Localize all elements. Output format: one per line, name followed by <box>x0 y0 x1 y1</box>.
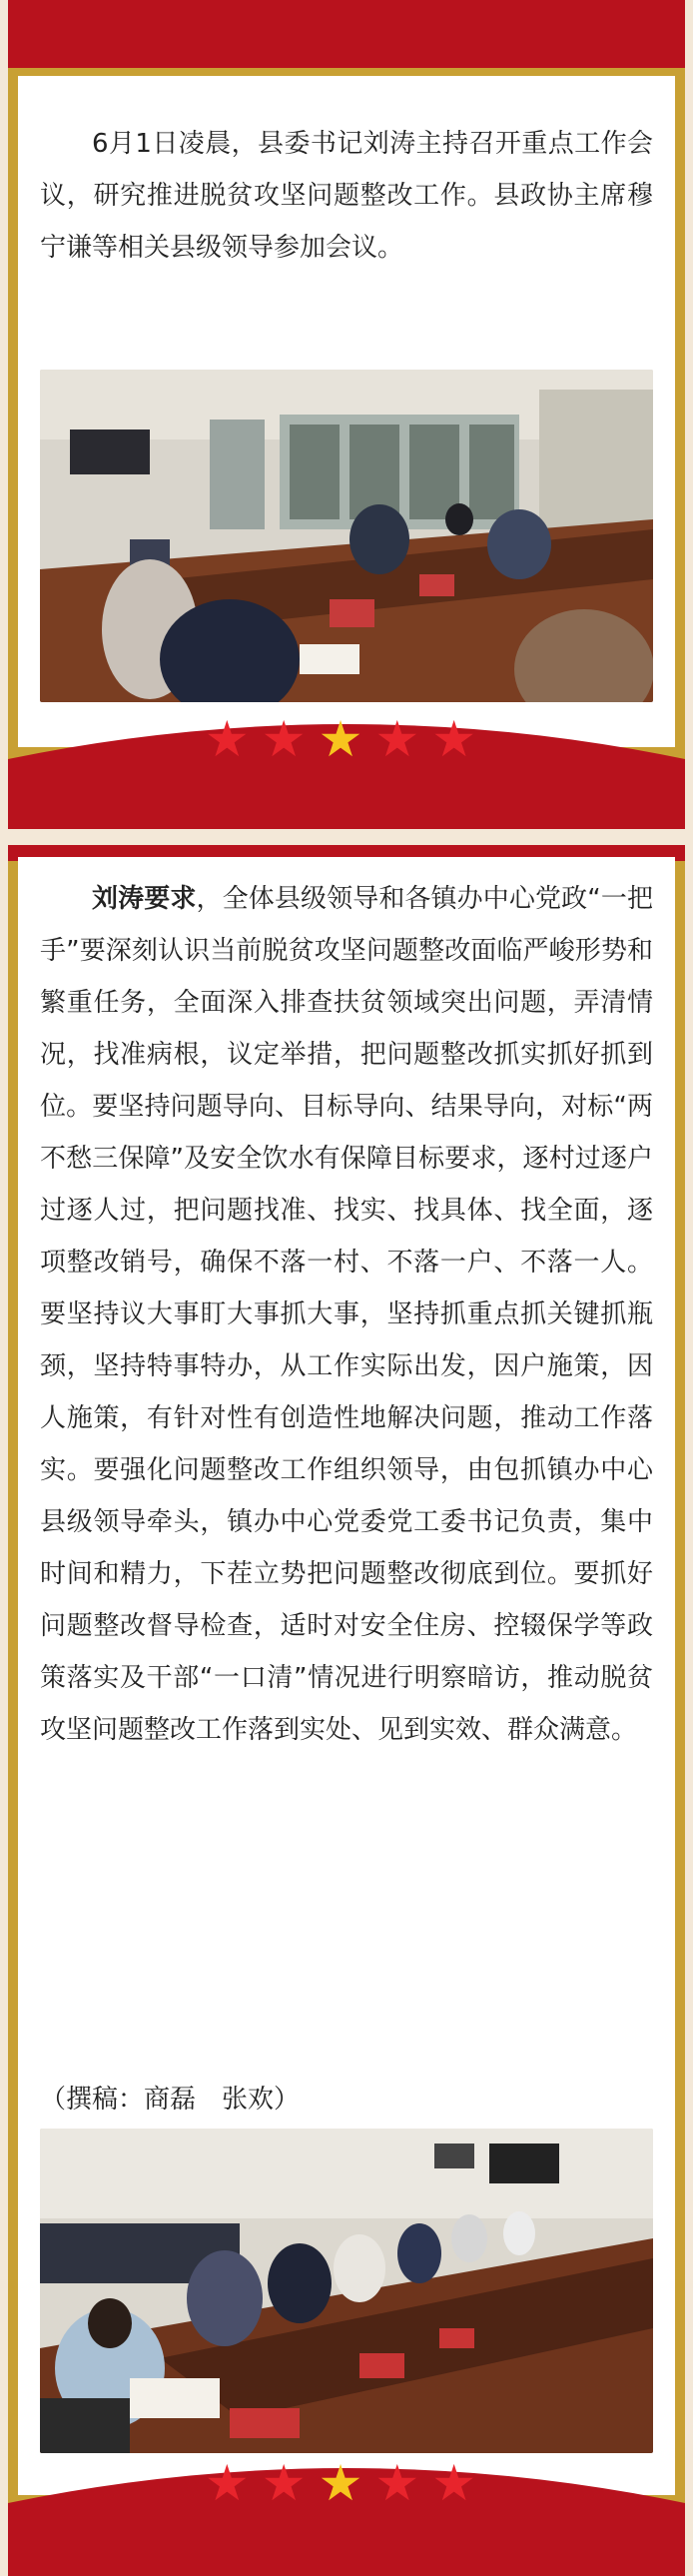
star-icon: ★ <box>204 2454 262 2512</box>
star-icon: ★ <box>431 710 489 768</box>
star-row-2 <box>8 2454 685 2512</box>
requirements-paragraph <box>40 873 653 1756</box>
meeting-photo-2 <box>40 2129 653 2453</box>
gold-star-icon: ★ <box>318 2454 375 2512</box>
top-red-band <box>8 0 685 68</box>
lead-phrase: 刘涛要求 <box>92 884 197 914</box>
star-icon: ★ <box>261 710 319 768</box>
star-icon: ★ <box>204 710 262 768</box>
intro-paragraph: 6月1日凌晨，县委书记刘涛主持召开重点工作会议，研究推进脱贫攻坚问题整改工作。县政协主席穆宁谦等相关县级领导参加会议。 <box>40 129 653 263</box>
requirements-text: ，全体县级领导和各镇办中心党政“一把手”要深刻认识当前脱贫攻坚问题整改面临严峻形势和繁重任务，全面深入排查扶贫领域突出问题，弄清情况，找准病根，议定举措，把问题整改抓实抓好抓到位。要坚持问题导向、目标导向、结果导向，对标“两不愁三保障”及安全饮水有保障目标要求，逐村过逐户过逐人过，把问题找准、找实、找具体、找全面，逐项整改销号，确保不落一村、不落一户、不落一人。要坚持议大事盯大事抓大事，坚持抓重点抓关键抓瓶颈，坚持特事特办，从工作实际出发，因户施策，因人施策，有针对性有创造性地解决问题，推动工作落实。要强化问题整改工作组织领导，由包抓镇办中心县级领导牵头，镇办中心党委党工委书记负责，集中时间和精力，下茬立势把问题整改彻底到位。要抓好问题整改督导检查，适时对安全住房、控辍保学等政策落实及干部“一口清”情况进行明察暗访，推动脱贫攻坚问题整改工作落到实处、见到实效、群众满意。 <box>40 884 653 1745</box>
star-icon: ★ <box>431 2454 489 2512</box>
author-credit: （撰稿：商磊 张欢） <box>40 2085 301 2115</box>
star-row-1 <box>8 710 685 768</box>
gold-star-icon: ★ <box>318 710 375 768</box>
star-icon: ★ <box>374 2454 432 2512</box>
meeting-photo-1 <box>40 370 653 702</box>
star-icon: ★ <box>261 2454 319 2512</box>
star-icon: ★ <box>374 710 432 768</box>
